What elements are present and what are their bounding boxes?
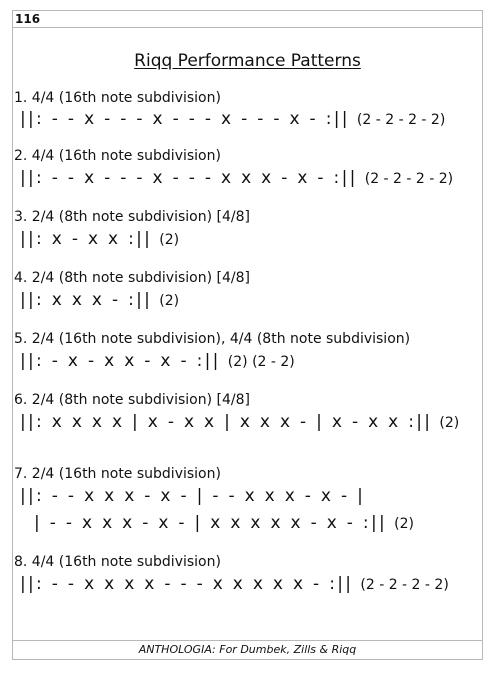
pattern-heading: 4. 2/4 (8th note subdivision) [4/8] bbox=[14, 270, 250, 286]
pattern-heading: 6. 2/4 (8th note subdivision) [4/8] bbox=[14, 392, 250, 408]
rhythm-notation: ||: - - x - - - x - - - x x x - x - :|| bbox=[20, 168, 358, 188]
grouping-label: (2) (2 - 2) bbox=[227, 354, 295, 370]
pattern-rhythm-line bbox=[20, 168, 453, 188]
grouping-label: (2) bbox=[439, 415, 460, 431]
pattern-rhythm-line bbox=[20, 290, 179, 310]
rhythm-notation: ||: - x - x x - x - :|| bbox=[20, 351, 221, 371]
rhythm-notation: ||: x x x - :|| bbox=[20, 290, 153, 310]
page-frame bbox=[12, 10, 483, 660]
footer-rule bbox=[13, 640, 482, 641]
pattern-rhythm-line bbox=[20, 412, 459, 432]
pattern-rhythm-line bbox=[20, 109, 445, 129]
pattern-rhythm-line bbox=[20, 229, 179, 249]
page-footer: ANTHOLOGIA: For Dumbek, Zills & Riqq bbox=[138, 643, 357, 656]
pattern-heading: 8. 4/4 (16th note subdivision) bbox=[14, 554, 221, 570]
pattern-heading: 3. 2/4 (8th note subdivision) [4/8] bbox=[14, 209, 250, 225]
pattern-rhythm-line bbox=[20, 486, 365, 506]
page-number: 116 bbox=[15, 12, 41, 26]
pattern-heading: 2. 4/4 (16th note subdivision) bbox=[14, 148, 221, 164]
pattern-rhythm-line bbox=[20, 574, 449, 594]
page-title: Riqq Performance Patterns bbox=[134, 51, 361, 71]
grouping-label: (2) bbox=[394, 516, 414, 532]
grouping-label: (2 - 2 - 2 - 2) bbox=[364, 171, 454, 187]
pattern-rhythm-line bbox=[34, 513, 414, 533]
header-rule bbox=[13, 27, 482, 28]
rhythm-notation: | - - x x x - x - | x x x x x - x - :|| bbox=[34, 513, 388, 533]
grouping-label: (2) bbox=[159, 232, 180, 248]
rhythm-notation: ||: - - x x x - x - | - - x x x - x - | bbox=[20, 486, 366, 506]
rhythm-notation: ||: - - x x x x - - - x x x x x - :|| bbox=[20, 574, 354, 594]
pattern-heading: 5. 2/4 (16th note subdivision), 4/4 (8th note subdivision) bbox=[14, 331, 411, 347]
grouping-label: (2 - 2 - 2 - 2) bbox=[356, 112, 446, 128]
pattern-heading: 7. 2/4 (16th note subdivision) bbox=[14, 466, 221, 482]
pattern-rhythm-line bbox=[20, 351, 295, 371]
pattern-heading: 1. 4/4 (16th note subdivision) bbox=[14, 90, 221, 106]
rhythm-notation: ||: x x x x | x - x x | x x x - | x - x x :|| bbox=[20, 412, 433, 432]
rhythm-notation: ||: - - x - - - x - - - x - - - x - :|| bbox=[20, 109, 350, 129]
grouping-label: (2) bbox=[159, 293, 180, 309]
rhythm-notation: ||: x - x x :|| bbox=[20, 229, 153, 249]
grouping-label: (2 - 2 - 2 - 2) bbox=[360, 577, 449, 593]
